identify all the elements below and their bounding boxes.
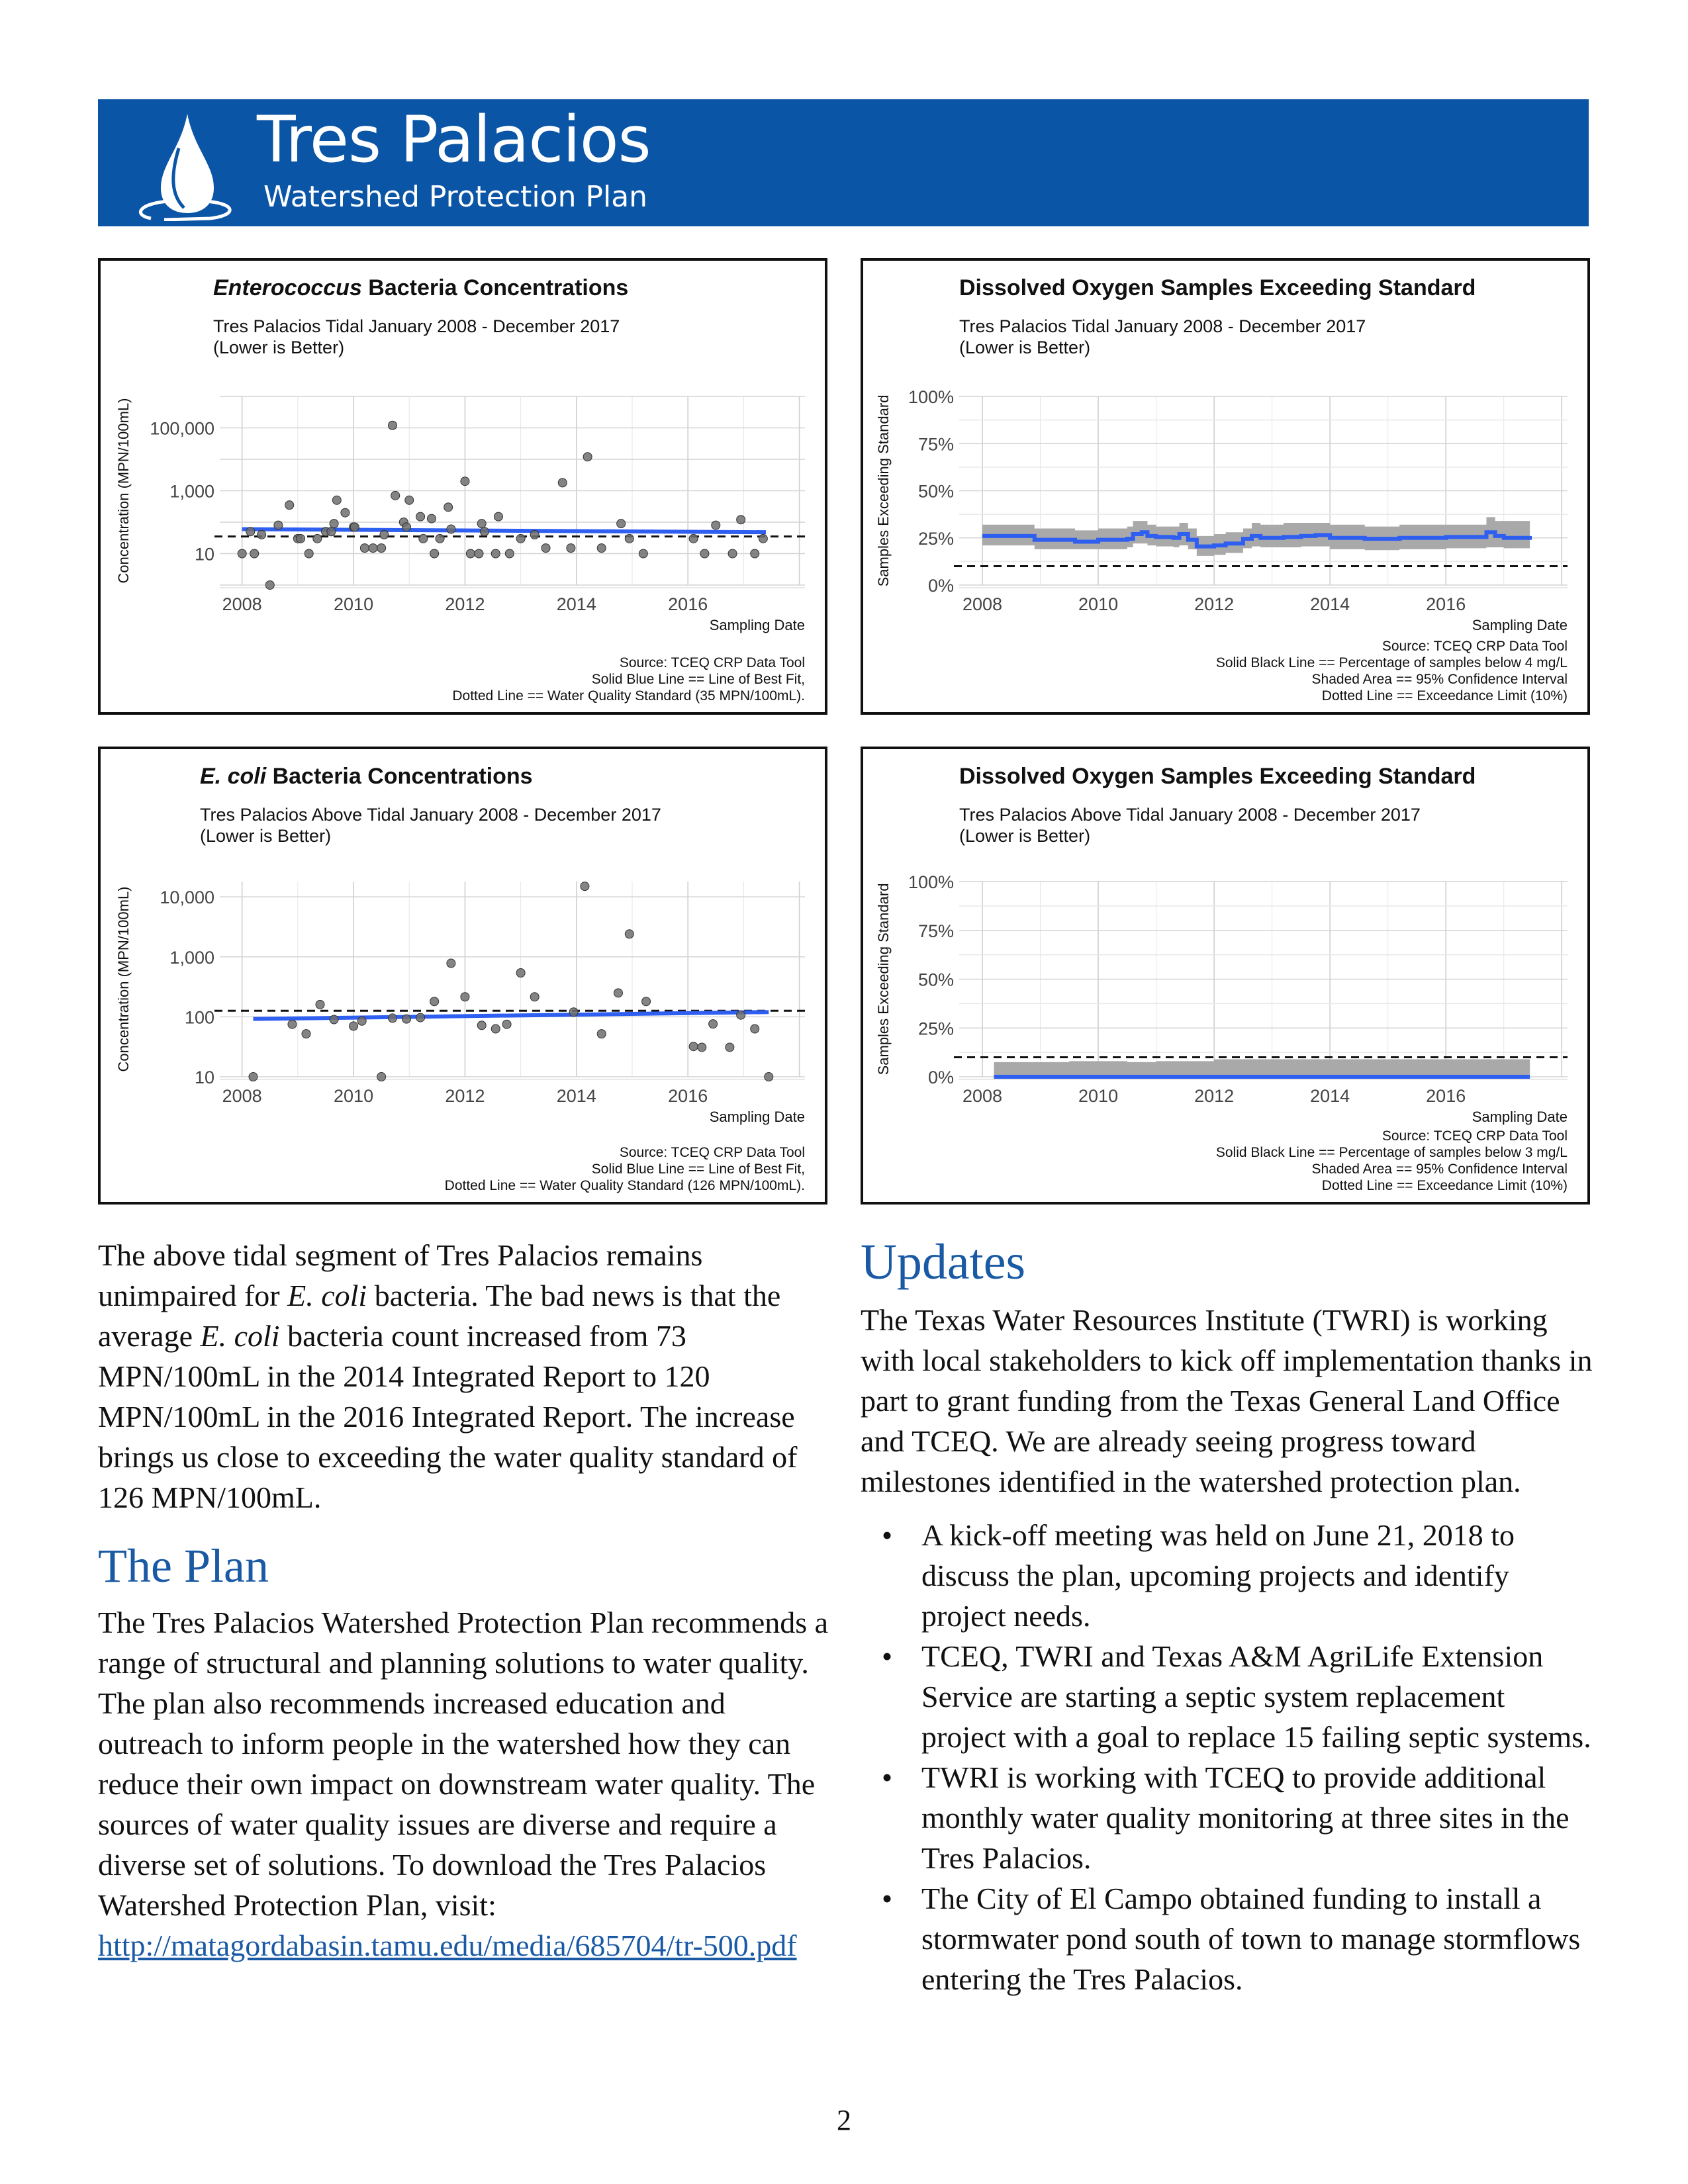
update-item <box>861 1878 1595 1999</box>
chart-subtitle: Tres Palacios Above Tidal January 2008 - December 2017 <box>200 805 661 825</box>
chart-note: Source: TCEQ CRP Data Tool <box>619 1145 805 1160</box>
data-point <box>313 534 322 543</box>
data-point <box>444 503 453 512</box>
update-item <box>861 1515 1595 1636</box>
grid <box>220 396 805 588</box>
data-point <box>297 534 305 543</box>
data-point <box>327 527 336 536</box>
update-item-text: A kick-off meeting was held on June 21, 2018 to discuss the plan, upcoming projects and identify project needs. <box>921 1518 1515 1633</box>
data-point <box>530 530 539 539</box>
x-tick-label: 2016 <box>668 1086 708 1106</box>
data-point <box>491 549 500 558</box>
chart-note: Shaded Area == 95% Confidence Interval <box>1311 672 1568 687</box>
grid <box>959 882 1568 1079</box>
data-point <box>330 1015 338 1024</box>
chart-svg <box>863 261 1587 712</box>
x-tick-label: 2010 <box>334 1086 374 1106</box>
update-item-text: TCEQ, TWRI and Texas A&M AgriLife Extension Service are starting a septic system replacement project with a goal to replace 15 failing septic systems. <box>921 1639 1591 1754</box>
chart-subtitle: (Lower is Better) <box>959 338 1091 357</box>
data-point <box>614 989 622 997</box>
y-axis-title: Samples Exceeding Standard <box>875 394 892 587</box>
data-point <box>405 496 414 504</box>
data-point <box>285 501 294 510</box>
chart-title <box>213 275 628 300</box>
data-point <box>583 453 592 461</box>
data-point <box>477 520 486 528</box>
data-point <box>502 1020 511 1028</box>
x-tick-label: 2008 <box>222 594 262 614</box>
chart-subtitle: (Lower is Better) <box>213 338 345 357</box>
data-point <box>350 1022 358 1030</box>
data-point <box>700 549 709 558</box>
data-points <box>249 882 773 1081</box>
data-point <box>759 534 767 543</box>
data-point <box>305 549 313 558</box>
y-tick-label: 100% <box>908 872 954 892</box>
data-point <box>475 549 483 558</box>
chart-title-species: Enterococcus <box>213 275 362 300</box>
y-tick-label: 100,000 <box>150 418 214 439</box>
data-point <box>377 544 386 553</box>
plan-download-link[interactable]: http://matagordabasin.tamu.edu/media/685704/tr-500.pdf <box>98 1929 797 1962</box>
data-point <box>238 549 246 558</box>
x-tick-label: 2016 <box>1426 1086 1466 1106</box>
data-point <box>436 534 444 543</box>
data-point <box>447 525 455 533</box>
data-point <box>380 530 389 539</box>
data-point <box>402 1015 411 1023</box>
data-point <box>419 534 428 543</box>
chart-subtitle: Tres Palacios Tidal January 2008 - December 2017 <box>213 316 620 336</box>
header-banner <box>98 99 1589 226</box>
data-point <box>461 993 469 1001</box>
x-axis-title: Sampling Date <box>1472 1109 1568 1125</box>
chart-subtitle: Tres Palacios Above Tidal January 2008 - December 2017 <box>959 805 1421 825</box>
updates-paragraph: The Texas Water Resources Institute (TWRI) is working with local stakeholders to kick off implementation thanks in part to grant funding from the Texas General Land Office and TCEQ. We are already seeing progress toward milestones identified in the watershed protection plan. <box>861 1303 1593 1498</box>
bullet-icon: • <box>882 1760 893 1794</box>
data-point <box>712 521 720 529</box>
plan-heading: The Plan <box>98 1539 269 1592</box>
x-tick-label: 2010 <box>1078 1086 1119 1106</box>
data-point <box>480 527 489 536</box>
data-point <box>597 544 606 553</box>
x-tick-label: 2012 <box>445 1086 485 1106</box>
data-point <box>737 1011 745 1019</box>
chart-note: Dotted Line == Water Quality Standard (126 MPN/100mL). <box>444 1178 805 1193</box>
data-point <box>558 478 567 487</box>
x-tick-label: 2008 <box>962 594 1003 614</box>
chart-note: Solid Blue Line == Line of Best Fit, <box>591 672 805 687</box>
data-point <box>447 959 455 968</box>
grid <box>959 396 1568 588</box>
data-point <box>751 1024 759 1033</box>
y-tick-label: 75% <box>917 921 954 941</box>
x-tick-label: 2016 <box>668 594 708 614</box>
y-tick-label: 25% <box>917 1019 954 1039</box>
data-point <box>639 549 647 558</box>
data-point <box>246 527 255 536</box>
y-tick-label: 10 <box>194 1068 214 1087</box>
publication-subtitle: Watershed Protection Plan <box>263 180 648 214</box>
enterococcus-chart <box>98 258 827 715</box>
x-tick-label: 2014 <box>556 594 596 614</box>
chart-note: Dotted Line == Exceedance Limit (10%) <box>1321 1178 1568 1193</box>
data-point <box>530 993 539 1001</box>
data-point <box>541 544 550 553</box>
grid <box>220 882 805 1079</box>
chart-subtitle: Tres Palacios Tidal January 2008 - December 2017 <box>959 316 1366 336</box>
update-item <box>861 1757 1595 1878</box>
chart-note: Solid Black Line == Percentage of samples below 4 mg/L <box>1215 655 1568 670</box>
y-tick-label: 1,000 <box>169 481 214 502</box>
chart-note: Dotted Line == Water Quality Standard (35 MPN/100mL). <box>452 688 805 704</box>
data-point <box>249 1073 258 1081</box>
update-item-text: The City of El Campo obtained funding to install a stormwater pond south of town to manage stormflows entering the Tres Palacios. <box>921 1882 1581 1996</box>
chart-note: Solid Black Line == Percentage of samples below 3 mg/L <box>1215 1145 1568 1160</box>
y-axis-title: Samples Exceeding Standard <box>875 883 892 1075</box>
chart-title: Dissolved Oxygen Samples Exceeding Standard <box>959 275 1476 300</box>
x-tick-label: 2014 <box>556 1086 596 1106</box>
data-point <box>416 512 425 521</box>
plan-paragraph <box>98 1602 833 1966</box>
data-point <box>726 1043 734 1052</box>
chart-svg <box>101 749 825 1202</box>
ecoli-chart <box>98 747 827 1205</box>
y-tick-label: 10 <box>194 544 214 565</box>
chart-note: Shaded Area == 95% Confidence Interval <box>1311 1161 1568 1177</box>
data-point <box>698 1043 706 1052</box>
data-point <box>751 549 759 558</box>
chart-subtitle: (Lower is Better) <box>200 826 332 846</box>
page-number: 2 <box>837 2104 851 2136</box>
y-tick-label: 100 <box>184 1007 214 1028</box>
y-tick-label: 75% <box>917 434 954 455</box>
data-point <box>274 521 283 529</box>
updates-bullet-list <box>861 1515 1595 1999</box>
chart-title-species: E. coli <box>200 764 267 789</box>
data-point <box>430 549 439 558</box>
x-tick-label: 2008 <box>222 1086 262 1106</box>
y-tick-label: 25% <box>917 528 954 549</box>
data-point <box>360 544 369 553</box>
x-tick-label: 2012 <box>1194 594 1235 614</box>
y-tick-label: 100% <box>908 387 954 407</box>
x-tick-label: 2012 <box>445 594 485 614</box>
update-item-text: TWRI is working with TCEQ to provide additional monthly water quality monitoring at three sites in the Tres Palacios. <box>921 1760 1570 1875</box>
chart-note: Solid Blue Line == Line of Best Fit, <box>591 1161 805 1177</box>
x-tick-label: 2016 <box>1426 594 1466 614</box>
confidence-interval-band <box>994 1059 1530 1077</box>
x-tick-label: 2014 <box>1310 1086 1350 1106</box>
do-above-tidal-chart <box>861 747 1590 1205</box>
data-point <box>477 1021 486 1030</box>
data-point <box>250 549 259 558</box>
left-column <box>98 1235 833 1966</box>
data-point <box>388 1014 397 1023</box>
data-point <box>617 520 626 528</box>
data-point <box>581 882 589 891</box>
data-point <box>516 969 525 978</box>
intro-text: The above tidal segment of Tres Palacios remains unimpaired for <box>98 1238 703 1312</box>
data-point <box>516 534 525 543</box>
data-point <box>689 1042 698 1051</box>
data-point <box>689 534 698 543</box>
data-point <box>369 544 377 553</box>
data-point <box>288 1020 297 1028</box>
y-tick-label: 10,000 <box>160 887 214 908</box>
chart-title <box>200 764 533 789</box>
y-tick-label: 0% <box>927 1068 954 1087</box>
data-point <box>391 491 400 500</box>
data-point <box>494 512 502 521</box>
intro-text: bacteria. The bad news is that the average <box>98 1279 781 1353</box>
data-point <box>350 523 359 531</box>
x-tick-label: 2012 <box>1194 1086 1235 1106</box>
data-point <box>402 523 411 531</box>
data-point <box>642 997 651 1006</box>
data-point <box>377 1073 386 1081</box>
data-point <box>430 997 439 1006</box>
chart-title: Dissolved Oxygen Samples Exceeding Standard <box>959 764 1476 789</box>
do-tidal-chart <box>861 258 1590 715</box>
data-point <box>357 1017 366 1025</box>
data-point <box>332 496 341 504</box>
y-tick-label: 1,000 <box>169 947 214 968</box>
update-item <box>861 1636 1595 1757</box>
species-name: E. coli <box>287 1279 367 1312</box>
publication-title: Tres Palacios <box>257 103 651 177</box>
species-name: E. coli <box>200 1319 280 1353</box>
best-fit-line <box>242 529 766 533</box>
data-point <box>302 1030 310 1038</box>
x-tick-label: 2010 <box>1078 594 1119 614</box>
x-tick-label: 2010 <box>334 594 374 614</box>
water-drop-icon <box>124 109 244 221</box>
data-point <box>461 477 469 486</box>
data-point <box>316 1000 324 1009</box>
chart-title-rest: Bacteria Concentrations <box>361 275 629 300</box>
updates-heading: Updates <box>861 1234 1026 1290</box>
y-axis-title: Concentration (MPN/100mL) <box>115 886 132 1072</box>
x-axis-title: Sampling Date <box>709 1109 805 1125</box>
y-tick-label: 50% <box>917 481 954 502</box>
chart-note: Source: TCEQ CRP Data Tool <box>619 655 805 670</box>
data-point <box>491 1024 500 1033</box>
data-point <box>330 520 338 528</box>
x-axis-title: Sampling Date <box>1472 617 1568 633</box>
right-column <box>861 1232 1595 1999</box>
data-point <box>625 534 633 543</box>
data-point <box>567 544 575 553</box>
bullet-icon: • <box>882 1639 893 1673</box>
chart-note: Dotted Line == Exceedance Limit (10%) <box>1321 688 1568 704</box>
chart-subtitle: (Lower is Better) <box>959 826 1091 846</box>
y-axis-title: Concentration (MPN/100mL) <box>115 398 132 584</box>
y-tick-label: 0% <box>927 576 954 596</box>
data-point <box>258 530 266 539</box>
x-tick-label: 2014 <box>1310 594 1350 614</box>
x-axis-title: Sampling Date <box>709 617 805 633</box>
bullet-icon: • <box>882 1882 893 1915</box>
chart-note: Source: TCEQ CRP Data Tool <box>1382 1128 1568 1144</box>
data-point <box>597 1030 606 1038</box>
data-point <box>265 581 274 590</box>
chart-title-rest: Bacteria Concentrations <box>266 764 533 789</box>
plan-text: The Tres Palacios Watershed Protection Plan recommends a range of structural and planning solutions to water quality. The plan also recommends increased education and outreach to inform people in the watershed how they can reduce their own impact on downstream water quality. The sources of water quality issues are diverse and require a diverse set of solutions. To download the Tres Palacios Watershed Protection Plan, visit: <box>98 1606 829 1922</box>
chart-note: Source: TCEQ CRP Data Tool <box>1382 639 1568 654</box>
bullet-icon: • <box>882 1518 893 1552</box>
intro-text: bacteria count increased from 73 MPN/100mL in the 2014 Integrated Report to 120 MPN/100mL in the 2016 Integrated Report. The increase brings us close to exceeding the water quality standard of 126 MPN/100mL. <box>98 1319 798 1514</box>
data-point <box>625 930 633 938</box>
data-point <box>709 1020 718 1028</box>
data-point <box>765 1073 773 1081</box>
data-point <box>416 1013 425 1022</box>
data-point <box>341 508 350 517</box>
data-point <box>569 1008 578 1017</box>
chart-svg <box>863 749 1587 1202</box>
data-point <box>466 549 475 558</box>
data-point <box>728 549 737 558</box>
data-point <box>388 421 397 430</box>
x-tick-label: 2008 <box>962 1086 1003 1106</box>
data-point <box>737 516 745 524</box>
data-point <box>505 549 514 558</box>
chart-svg <box>101 261 825 712</box>
y-tick-label: 50% <box>917 970 954 990</box>
ecoli-intro-paragraph <box>98 1235 833 1518</box>
data-point <box>427 514 436 523</box>
